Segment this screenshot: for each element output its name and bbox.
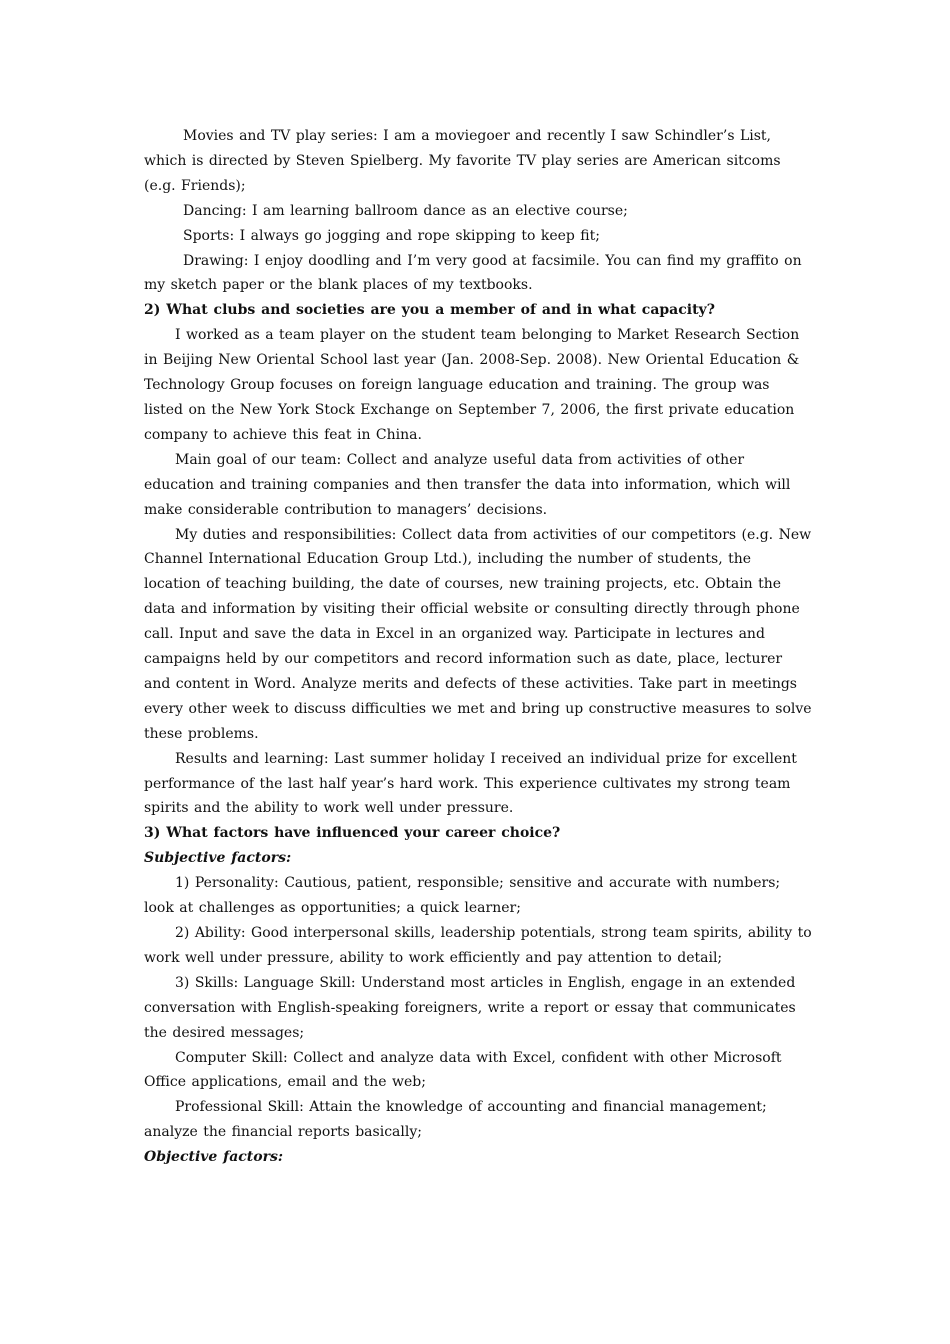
objective-factors-label: Objective factors: [144, 1149, 284, 1166]
clubs-paragraph-duties: My duties and responsibilities: Collect data from activities of our competitors (e.g. New Channel International Education Group Ltd.), including the number of students, the location of teaching building, the date of courses, new training projects, etc. Obtain the data and information by visiting their official website or consulting directly through phone call. Input and save the data in Excel in an organized way. Participate in lectures and campaigns held by our competitors and record information such as date, place, lecturer and content in Word. Analyze merits and defects of these activities. Take part in meetings every other week to discuss difficulties we met and bring up constructive measures to solve these problems. [144, 526, 812, 742]
subjective-item-professional-skill: Professional Skill: Attain the knowledge of accounting and financial management; analyze the financial reports basically; [144, 1099, 767, 1141]
clubs-paragraph-results: Results and learning: Last summer holiday I received an individual prize for excellent performance of the last half year’s hard work. This experience cultivates my strong team spirits and the ability to work well under pressure. [144, 750, 797, 817]
subjective-item-skills: 3) Skills: Language Skill: Understand most articles in English, engage in an extended conversation with English-speaking foreigners, write a report or essay that communicates the desired messages; [144, 974, 796, 1041]
section-3-heading: 3) What factors have influenced your career choice? [144, 825, 561, 842]
clubs-paragraph-goal: Main goal of our team: Collect and analyze useful data from activities of other education and training companies and then transfer the data into information, which will make considerable contribution to managers’ decisions. [144, 451, 791, 518]
subjective-item-personality: 1) Personality: Cautious, patient, responsible; sensitive and accurate with numbers; look at challenges as opportunities; a quick learner; [144, 875, 781, 917]
clubs-paragraph-intro: I worked as a team player on the student team belonging to Market Research Section in Beijing New Oriental School last year (Jan. 2008-Sep. 2008). New Oriental Education & Technology Group focuses on foreign language education and training. The group was listed on the New York Stock Exchange on September 7, 2006, the first private education company to achieve this feat in China. [144, 327, 800, 443]
hobby-drawing: Drawing: I enjoy doodling and I’m very good at facsimile. You can find my graffito on my sketch paper or the blank places of my textbooks. [144, 252, 802, 294]
subjective-factors-label: Subjective factors: [144, 850, 292, 867]
document-body [144, 124, 812, 1170]
subjective-item-computer-skill: Computer Skill: Collect and analyze data with Excel, confident with other Microsoft Office applications, email and the web; [144, 1049, 782, 1091]
subjective-item-ability: 2) Ability: Good interpersonal skills, leadership potentials, strong team spirits, ability to work well under pressure, ability to work efficiently and pay attention to detail; [144, 925, 812, 966]
hobby-movies: Movies and TV play series: I am a moviegoer and recently I saw Schindler’s List, which is directed by Steven Spielberg. My favorite TV play series are American sitcoms (e.g. Friends); [144, 128, 781, 194]
hobby-sports: Sports: I always go jogging and rope skipping to keep fit; [183, 227, 600, 244]
section-2-heading: 2) What clubs and societies are you a member of and in what capacity? [144, 302, 715, 319]
hobby-dancing: Dancing: I am learning ballroom dance as an elective course; [183, 202, 628, 219]
